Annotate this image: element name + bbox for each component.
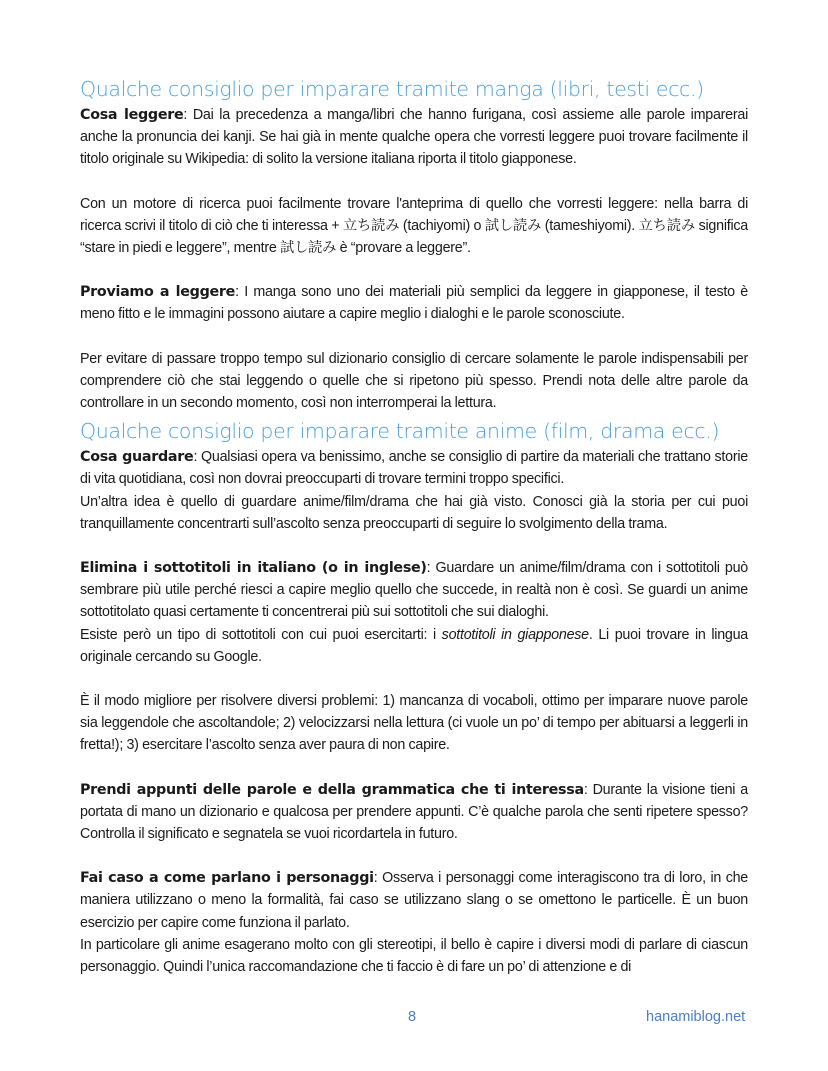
paragraph-text: : I manga sono uno dei materiali più semplici da leggere in giapponese, il testo è meno fitto e le immagini possono aiutare a capire meglio i dialoghi e le parole sconosciute.	[80, 284, 748, 323]
paragraph-dizionario	[80, 348, 748, 415]
paragraph-sottotitoli-giapponese	[80, 624, 748, 668]
term-cosa-leggere: Cosa leggere	[80, 107, 184, 123]
term-cosa-guardare: Cosa guardare	[80, 449, 194, 466]
page-number: 8	[408, 1009, 417, 1025]
paragraph-prendi-appunti	[80, 779, 748, 846]
paragraph-proviamo-a-leggere	[80, 281, 748, 325]
spacer	[80, 845, 748, 867]
paragraph-text: : Durante la visione tieni a portata di mano un dizionario e qualcosa per prendere appunti. C’è qualche parola che senti ripetere spesso? Controlla il significato e segnatela se vuoi ricordartela in futuro.	[80, 781, 748, 843]
paragraph-fai-caso	[80, 867, 748, 934]
emphasis-sottotitoli-giapponese: sottotitoli in giapponese	[441, 626, 589, 643]
term-proviamo-a-leggere: Proviamo a leggere	[80, 284, 236, 301]
paragraph-altra-idea	[80, 491, 748, 535]
paragraph-text: In particolare gli anime esagerano molto con gli stereotipi, il bello è capire i diversi modi di parlare di ciascun personaggio. Quindi l’unica raccomandazione che ti faccio è di fare un po’ di attenzione e di	[80, 936, 748, 976]
paragraph-text: . Li puoi trovare in lingua originale cercando su Google.	[80, 626, 749, 665]
paragraph-text: Esiste però un tipo di sottotitoli con cui puoi esercitarti: i	[80, 626, 442, 643]
spacer	[80, 757, 748, 779]
paragraph-cosa-leggere	[80, 104, 748, 171]
term-fai-caso: Fai caso a come parlano i personaggi	[80, 870, 374, 887]
paragraph-text: : Dai la precedenza a manga/libri che hanno furigana, così assieme alle parole imparerai anche la pronuncia dei kanji. Se hai già in mente qualche opera che vorresti leggere puoi trovare facilmente il titolo originale su Wikipedia: di solito la versione italiana riporta il titolo giapponese.	[80, 107, 749, 168]
paragraph-modo-migliore	[80, 690, 748, 757]
paragraph-text: Con un motore di ricerca puoi facilmente trovare l'anteprima di quello che vorresti leggere: nella barra di ricerca scrivi il titolo di ciò che ti interessa + 立ち読み (tachiyomi) o 試し読み (tameshiyomi). 立ち読み significa “stare in piedi e leggere”, mentre 試し読み è “provare a leggere”.	[80, 195, 748, 257]
document-page	[80, 74, 748, 978]
paragraph-text: Un’altra idea è quello di guardare anime/film/drama che hai già visto. Conosci già la storia per cui puoi tranquillamente concentrarti sull’ascolto senza preoccuparti di seguire lo svolgimento della trama.	[80, 493, 748, 532]
spacer	[80, 326, 748, 348]
paragraph-motore-ricerca	[80, 193, 748, 260]
spacer	[80, 259, 748, 281]
section-heading-manga: Qualche consiglio per imparare tramite manga (libri, testi ecc.)	[80, 77, 704, 101]
paragraph-elimina-sottotitoli	[80, 557, 748, 624]
paragraph-stereotipi	[80, 934, 748, 978]
term-prendi-appunti: Prendi appunti delle parole e della grammatica che ti interessa	[80, 781, 584, 798]
term-elimina-sottotitoli: Elimina i sottotitoli in italiano (o in inglese)	[80, 560, 427, 577]
paragraph-text: : Guardare un anime/film/drama con i sottotitoli può sembrare più utile perché riesci a capire meglio quello che succede, in realtà non è così. Se guardi un anime sottotitolato quasi certamente ti concentrerai più sui sottotitoli che sui dialoghi.	[80, 560, 748, 621]
paragraph-text: Per evitare di passare troppo tempo sul dizionario consiglio di cercare solamente le parole indispensabili per comprendere ciò che stai leggendo o quelle che si ripetono più spesso. Prendi nota delle altre parole da controllare in un secondo momento, così non interromperai la lettura.	[80, 350, 748, 412]
footer-site-link[interactable]: hanamiblog.net	[646, 1009, 746, 1025]
paragraph-text: : Qualsiasi opera va benissimo, anche se consiglio di partire da materiali che trattano storie di vita quotidiana, così non dovrai preoccuparti di trovare termini troppo specifici.	[80, 449, 748, 488]
paragraph-cosa-guardare	[80, 446, 748, 490]
paragraph-text: È il modo migliore per risolvere diversi problemi: 1) mancanza di vocaboli, ottimo per imparare nuove parole sia leggendole che ascoltandole; 2) velocizzarsi nella lettura (ci vuole un po’ di tempo per abituarsi a leggerli in fretta!); 3) esercitare l’ascolto senza aver paura di non capire.	[80, 693, 748, 754]
spacer	[80, 171, 748, 193]
paragraph-text: : Osserva i personaggi come interagiscono tra di loro, in che maniera utilizzano o meno la formalità, fai caso se utilizzano slang o se omettono le particelle. È un buon esercizio per capire come funziona il parlato.	[80, 870, 749, 931]
spacer	[80, 535, 748, 557]
spacer	[80, 668, 748, 690]
section-heading-anime: Qualche consiglio per imparare tramite anime (film, drama ecc.)	[80, 419, 720, 444]
